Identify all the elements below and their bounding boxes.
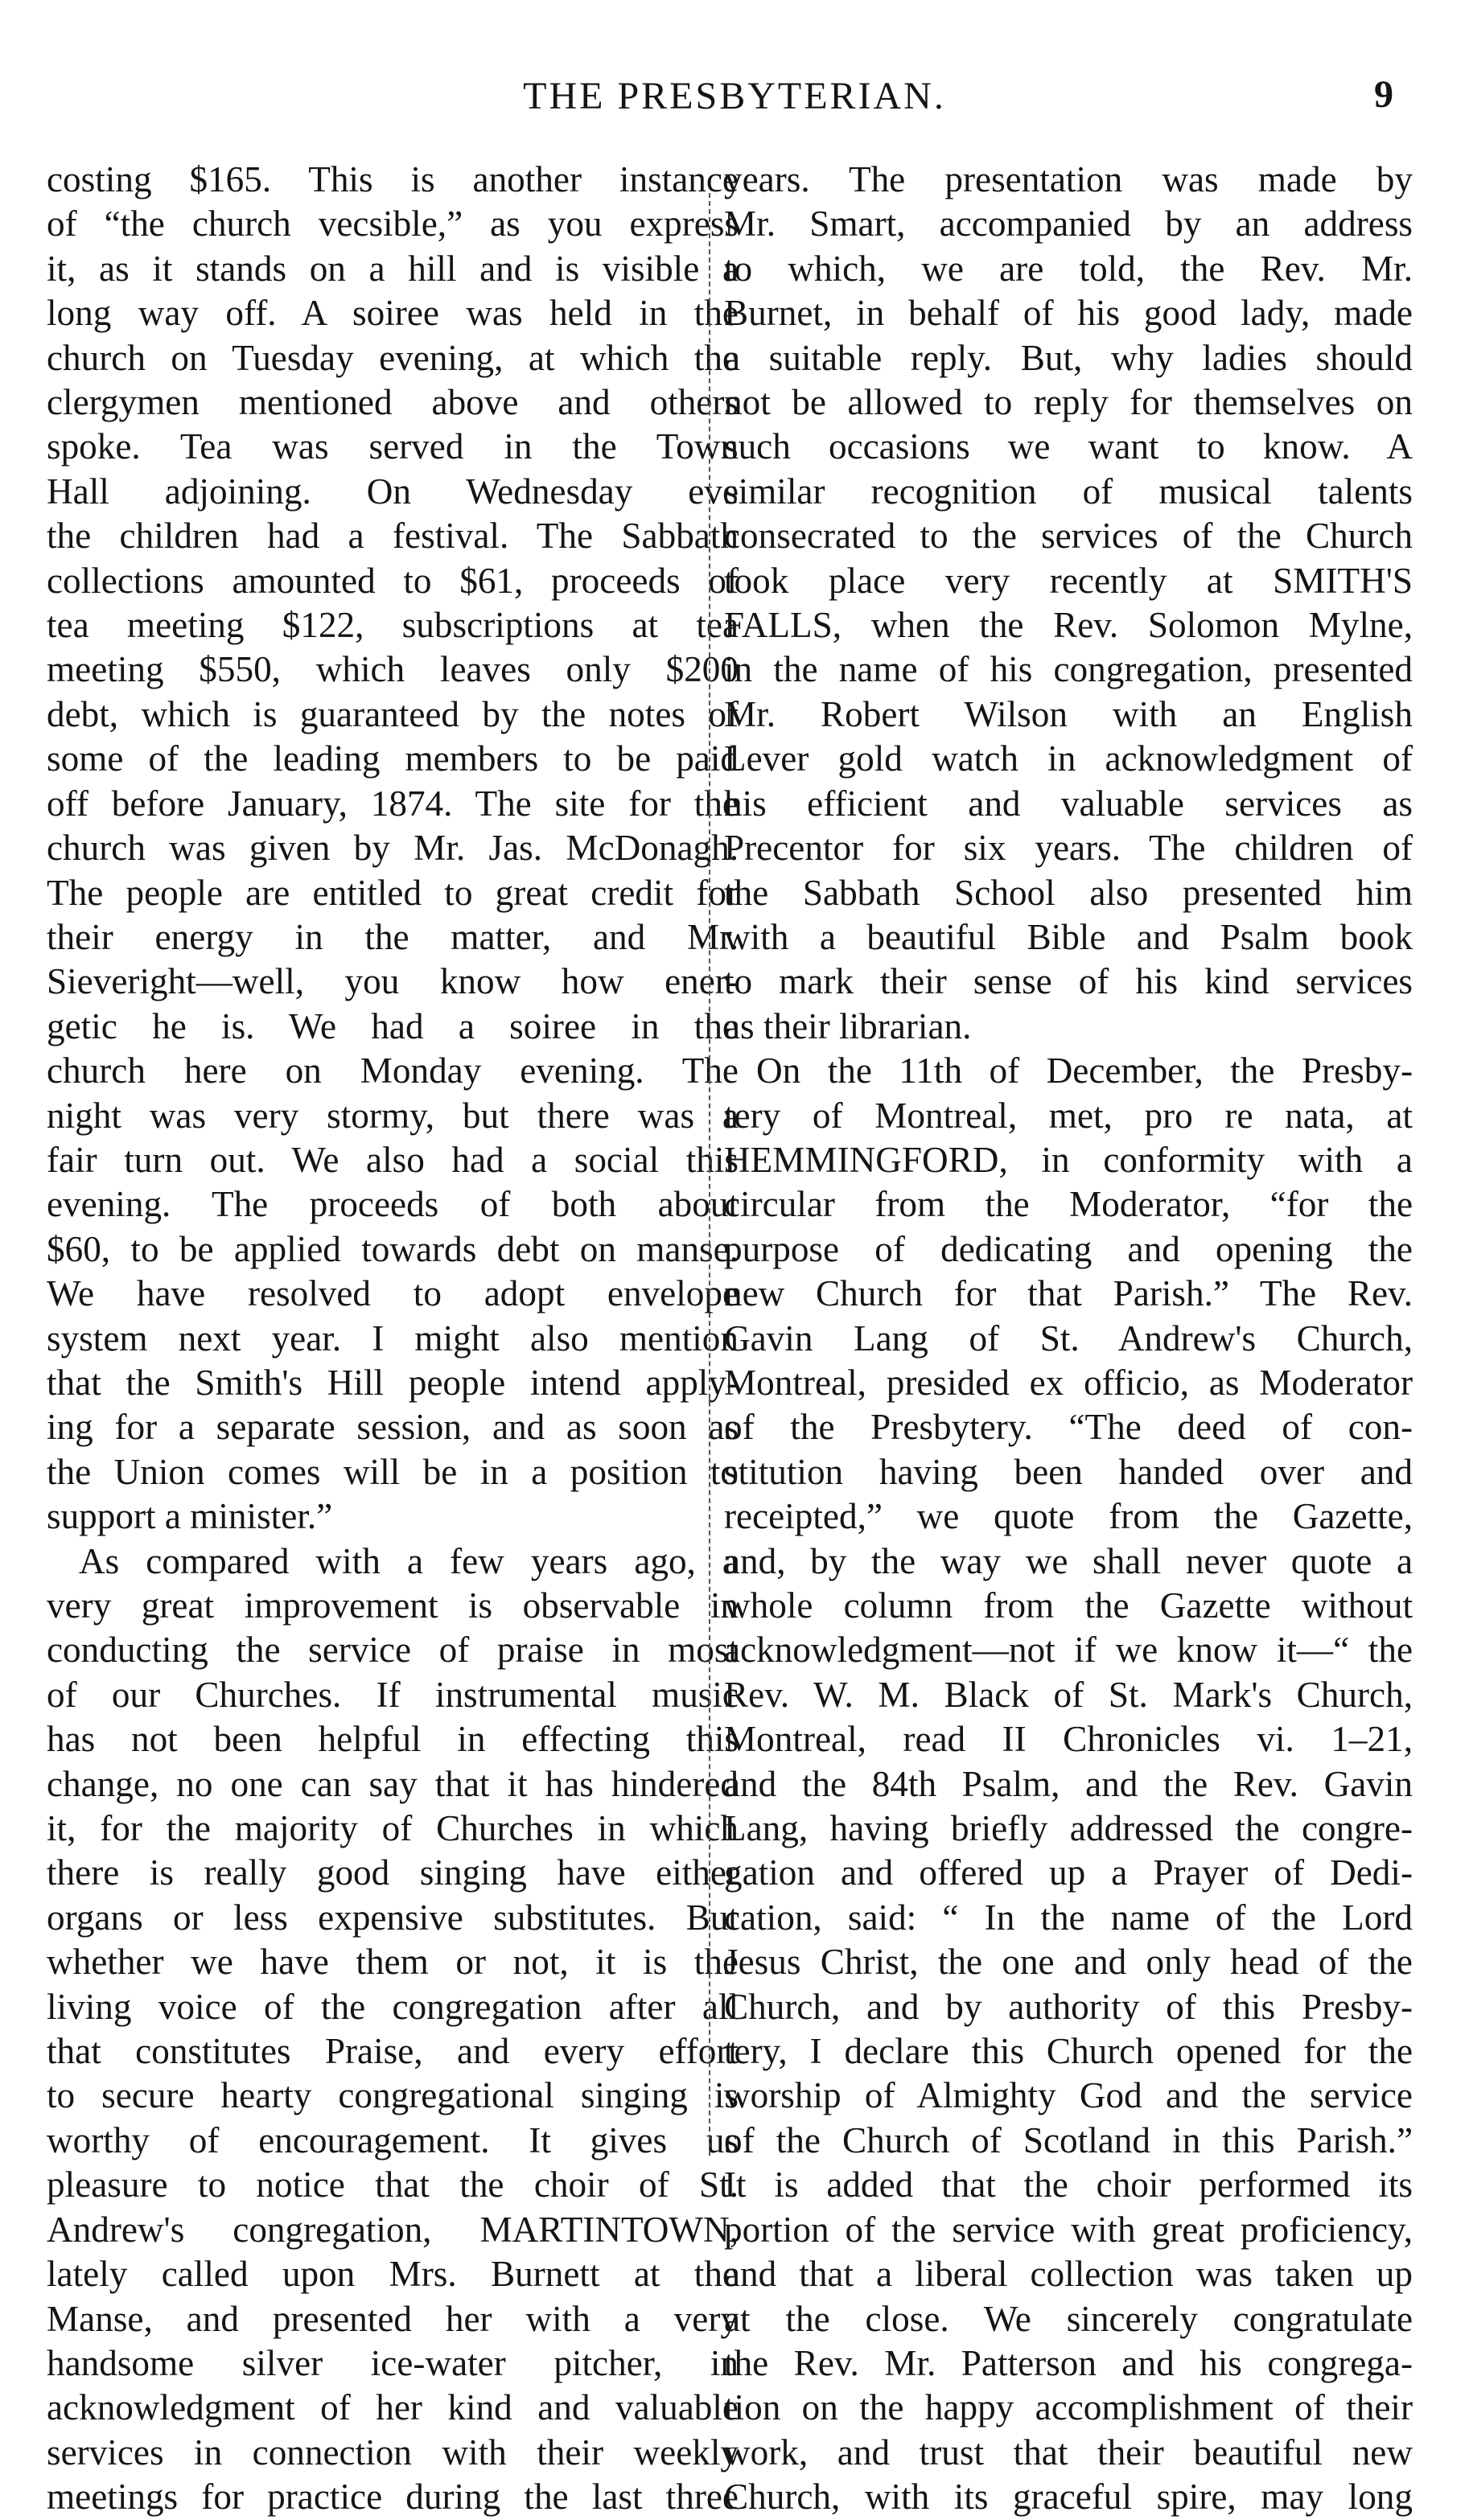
text-line: FALLS, when the Rev. Solomon Mylne, xyxy=(724,605,1413,646)
text-line: of the Church of Scotland in this Parish.” xyxy=(724,2119,1413,2160)
text-line: in the name of his congregation, presented xyxy=(724,649,1413,690)
text-line: Montreal, presided ex officio, as Moderator xyxy=(724,1362,1413,1403)
text-line: It is added that the choir performed its xyxy=(724,2164,1413,2206)
text-line: Gavin Lang of St. Andrew's Church, xyxy=(724,1318,1413,1359)
text-line: the Rev. Mr. Patterson and his congrega- xyxy=(724,2342,1413,2383)
text-line: and that a liberal collection was taken up xyxy=(724,2254,1413,2295)
text-line: gation and offered up a Prayer of Dedi- xyxy=(724,1852,1413,1893)
text-line: cation, said: “ In the name of the Lord xyxy=(724,1897,1413,1938)
text-line: church on Tuesday evening, at which the xyxy=(47,337,739,378)
text-line: and, by the way we shall never quote a xyxy=(724,1540,1413,1581)
text-line: acknowledgment of her kind and valuable xyxy=(47,2387,739,2428)
text-line: worship of Almighty God and the service xyxy=(724,2075,1413,2116)
text-line: The people are entitled to great credit for xyxy=(47,872,739,913)
text-line: HEMMINGFORD, in conformity with a xyxy=(724,1139,1413,1180)
text-line: Montreal, read II Chronicles vi. 1–21, xyxy=(724,1719,1413,1760)
text-line: tea meeting $122, subscriptions at tea xyxy=(47,605,739,646)
text-line: On the 11th of December, the Presby- xyxy=(756,1050,1413,1091)
text-line: not be allowed to reply for themselves on xyxy=(724,382,1413,423)
text-line: with a beautiful Bible and Psalm book xyxy=(724,916,1413,957)
text-line: that constitutes Praise, and every effort xyxy=(47,2031,739,2072)
text-line: the Sabbath School also presented him xyxy=(724,872,1413,913)
text-line: Burnet, in behalf of his good lady, made xyxy=(724,293,1413,334)
text-line: consecrated to the services of the Church xyxy=(724,516,1413,557)
text-line: Andrew's congregation, MARTINTOWN, xyxy=(47,2209,739,2250)
text-line: and the 84th Psalm, and the Rev. Gavin xyxy=(724,1763,1413,1804)
text-line: similar recognition of musical talents xyxy=(724,471,1413,512)
text-line: Rev. W. M. Black of St. Mark's Church, xyxy=(724,1674,1413,1715)
text-line: Church, with its graceful spire, may long xyxy=(724,2477,1413,2518)
text-line: getic he is. We had a soiree in the xyxy=(47,1005,739,1046)
text-line: of our Churches. If instrumental music xyxy=(47,1674,739,1715)
text-line: acknowledgment—not if we know it—“ the xyxy=(724,1630,1413,1671)
text-line: long way off. A soiree was held in the xyxy=(47,293,739,334)
text-line: We have resolved to adopt envelope xyxy=(47,1273,739,1314)
text-line: $60, to be applied towards debt on manse. xyxy=(47,1228,739,1269)
text-line: services in connection with their weekly xyxy=(47,2432,739,2473)
text-line: church was given by Mr. Jas. McDonagh. xyxy=(47,828,739,869)
text-line: circular from the Moderator, “for the xyxy=(724,1184,1413,1225)
text-line: new Church for that Parish.” The Rev. xyxy=(724,1273,1413,1314)
running-title: THE PRESBYTERIAN. xyxy=(523,75,946,117)
text-line: whether we have them or not, it is the xyxy=(47,1942,739,1983)
text-line: very great improvement is observable in xyxy=(47,1585,739,1626)
text-line: such occasions we want to know. A xyxy=(724,426,1413,467)
text-line: tery of Montreal, met, pro re nata, at xyxy=(724,1095,1413,1136)
right-column xyxy=(724,158,1413,2520)
text-line: some of the leading members to be paid xyxy=(47,738,739,779)
text-line: Lang, having briefly addressed the congre- xyxy=(724,1808,1413,1849)
text-line: purpose of dedicating and opening the xyxy=(724,1228,1413,1269)
text-line: conducting the service of praise in most xyxy=(47,1630,739,1671)
text-line: organs or less expensive substitutes. But xyxy=(47,1897,739,1938)
text-line: whole column from the Gazette without xyxy=(724,1585,1413,1626)
text-line: meetings for practice during the last three xyxy=(47,2477,739,2518)
text-line: spoke. Tea was served in the Town xyxy=(47,426,739,467)
text-line: Mr. Robert Wilson with an English xyxy=(724,693,1413,734)
text-line: that the Smith's Hill people intend apply- xyxy=(47,1362,739,1403)
text-line: off before January, 1874. The site for the xyxy=(47,783,739,824)
text-line: his efficient and valuable services as xyxy=(724,783,1413,824)
text-line: it, as it stands on a hill and is visible a xyxy=(47,248,739,289)
text-line: collections amounted to $61, proceeds of xyxy=(47,560,739,601)
text-line: receipted,” we quote from the Gazette, xyxy=(724,1496,1413,1537)
text-line: to mark their sense of his kind services xyxy=(724,961,1413,1002)
text-line: their energy in the matter, and Mr. xyxy=(47,916,739,957)
text-line: night was very stormy, but there was a xyxy=(47,1095,739,1136)
text-line: meeting $550, which leaves only $200 xyxy=(47,649,739,690)
text-line: tion on the happy accomplishment of their xyxy=(724,2387,1413,2428)
text-line: worthy of encouragement. It gives us xyxy=(47,2119,739,2160)
text-line: Church, and by authority of this Presby- xyxy=(724,1986,1413,2027)
text-line: evening. The proceeds of both about xyxy=(47,1184,739,1225)
text-line: handsome silver ice-water pitcher, in xyxy=(47,2342,739,2383)
text-line: Manse, and presented her with a very xyxy=(47,2298,739,2339)
text-line: Hall adjoining. On Wednesday eve xyxy=(47,471,739,512)
page-number: 9 xyxy=(1374,73,1393,116)
text-line: costing $165. This is another instance xyxy=(47,159,739,199)
text-line: years. The presentation was made by xyxy=(724,159,1413,199)
text-line: took place very recently at SMITH'S xyxy=(724,560,1413,601)
text-line: Precentor for six years. The children of xyxy=(724,828,1413,869)
text-line: it, for the majority of Churches in which xyxy=(47,1808,739,1849)
text-line: church here on Monday evening. The xyxy=(47,1050,739,1091)
text-line: a suitable reply. But, why ladies should xyxy=(724,337,1413,378)
text-line: clergymen mentioned above and others xyxy=(47,382,739,423)
text-line: Jesus Christ, the one and only head of the xyxy=(724,1942,1413,1983)
text-line: change, no one can say that it has hindered xyxy=(47,1763,739,1804)
text-line: stitution having been handed over and xyxy=(724,1451,1413,1492)
text-line: at the close. We sincerely congratulate xyxy=(724,2298,1413,2339)
text-line: tery, I declare this Church opened for the xyxy=(724,2031,1413,2072)
text-line: has not been helpful in effecting this xyxy=(47,1719,739,1760)
text-line: the children had a festival. The Sabbath xyxy=(47,516,739,557)
text-line: portion of the service with great proficiency, xyxy=(724,2209,1413,2250)
text-line: pleasure to notice that the choir of St. xyxy=(47,2164,739,2206)
left-column xyxy=(47,158,739,2520)
text-line: As compared with a few years ago, a xyxy=(79,1540,739,1581)
text-line: system next year. I might also mention xyxy=(47,1318,739,1359)
column-divider xyxy=(709,193,710,2156)
text-line: Sieveright—well, you know how ener- xyxy=(47,961,739,1002)
text-line: there is really good singing have either xyxy=(47,1852,739,1893)
text-line: fair turn out. We also had a social this xyxy=(47,1139,739,1180)
text-line: as their librarian. xyxy=(724,1005,972,1046)
text-line: ing for a separate session, and as soon as xyxy=(47,1407,739,1448)
text-line: of the Presbytery. “The deed of con- xyxy=(724,1407,1413,1448)
text-line: Lever gold watch in acknowledgment of xyxy=(724,738,1413,779)
text-line: to which, we are told, the Rev. Mr. xyxy=(724,248,1413,289)
text-line: to secure hearty congregational singing is xyxy=(47,2075,739,2116)
text-line: lately called upon Mrs. Burnett at the xyxy=(47,2254,739,2295)
text-line: work, and trust that their beautiful new xyxy=(724,2432,1413,2473)
text-line: the Union comes will be in a position to xyxy=(47,1451,739,1492)
text-line: living voice of the congregation after all xyxy=(47,1986,739,2027)
text-line: of “the church vecsible,” as you express xyxy=(47,203,739,245)
text-line: debt, which is guaranteed by the notes of xyxy=(47,693,739,734)
text-line: support a minister.” xyxy=(47,1496,333,1537)
text-line: Mr. Smart, accompanied by an address xyxy=(724,203,1413,245)
